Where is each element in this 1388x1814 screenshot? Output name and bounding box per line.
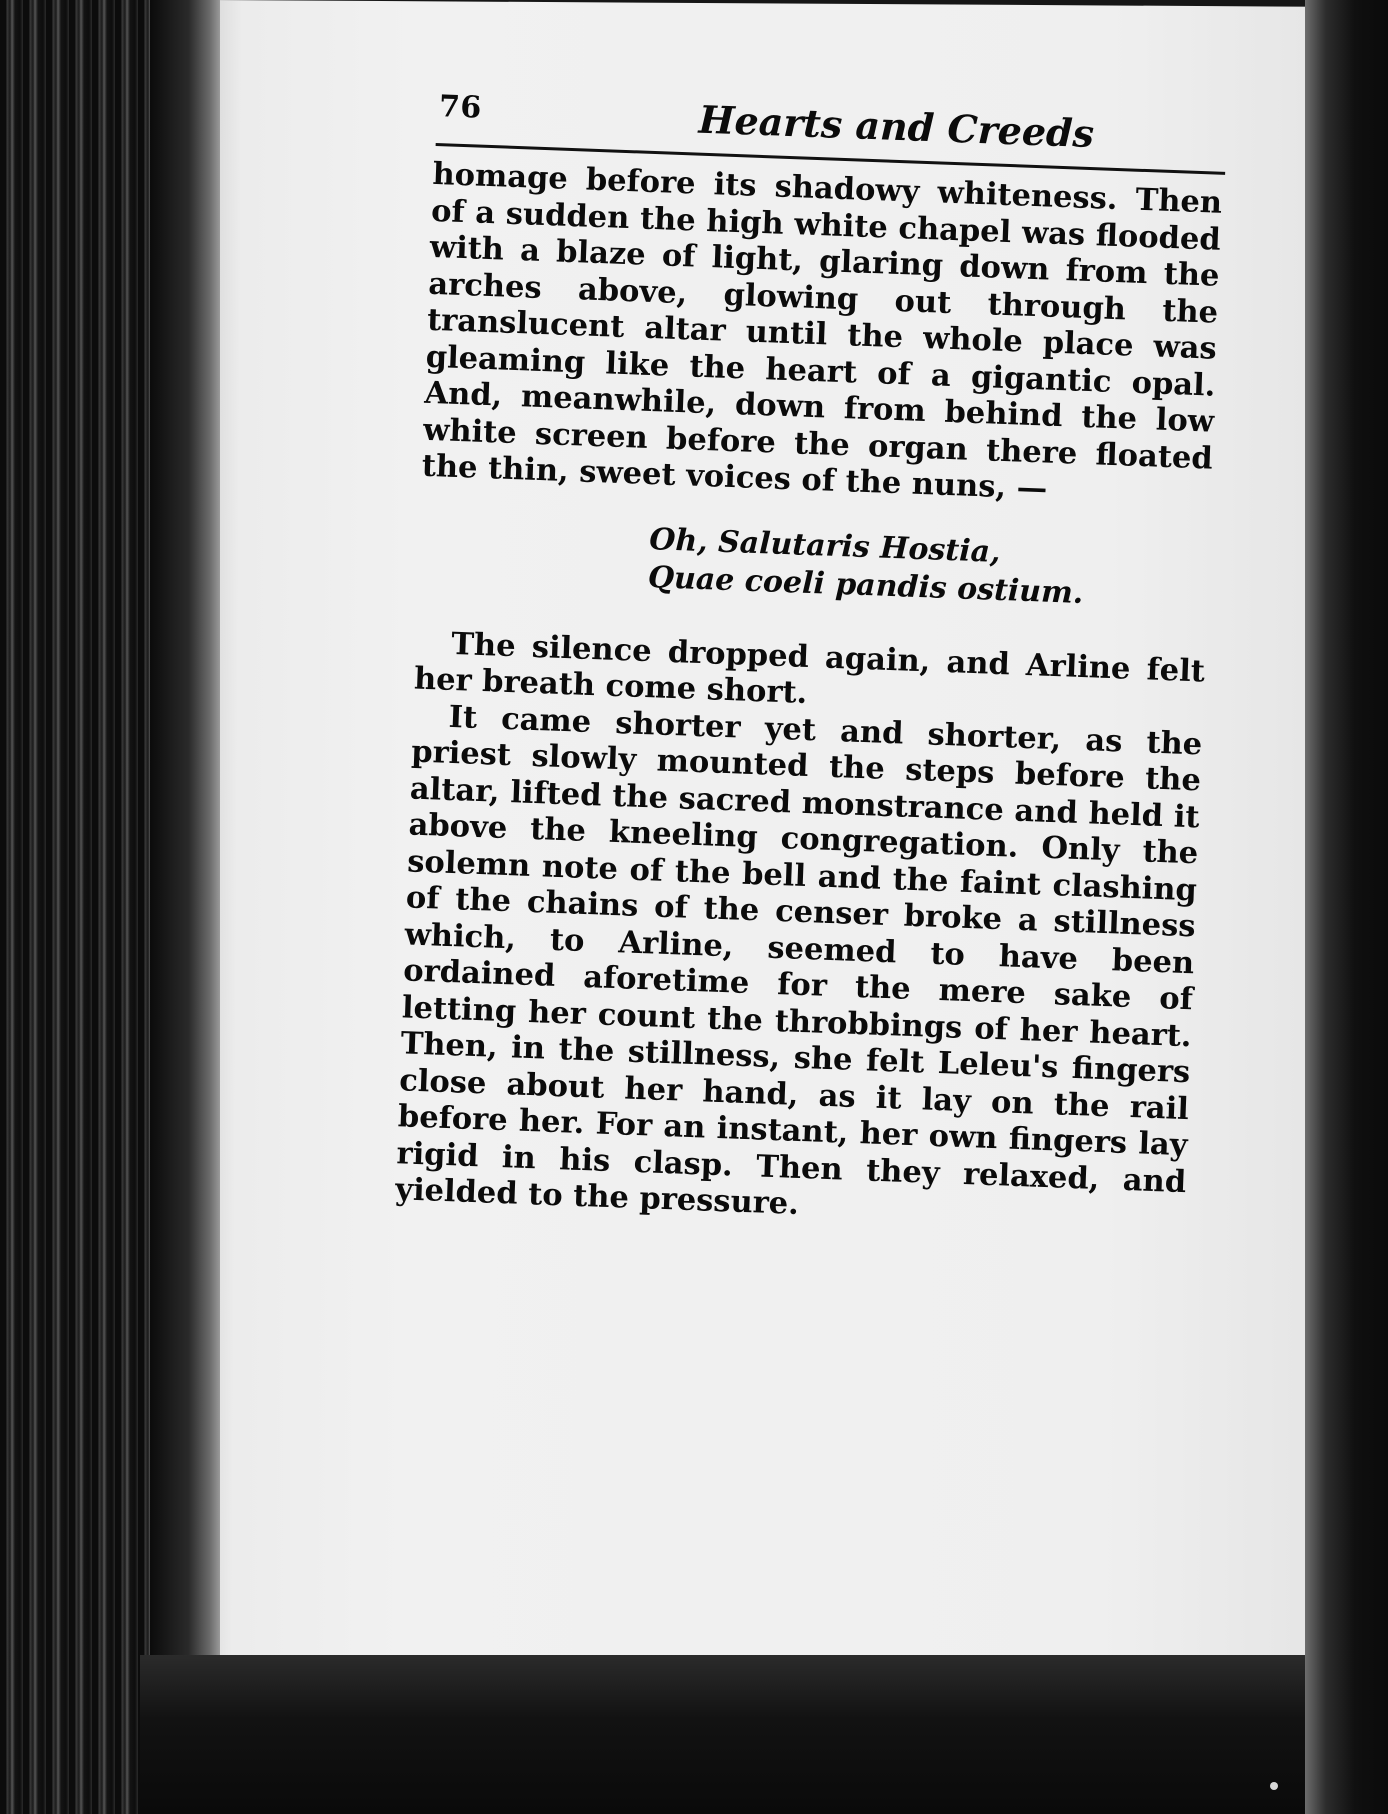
book-title: Hearts and Creeds (697, 96, 1095, 157)
facing-page-edge (1305, 0, 1388, 1814)
paragraph: homage before its shadowy whiteness. Then of a sudden the high white chapel was flooded with a blaze of light, glaring down from the arches above, glowing out through the translucent altar until the whole place was gleaming like the heart of a gigantic opal. And, meanwhile, down from behind the low white screen before the organ there floated the thin, sweet voices of the nuns, — (421, 155, 1223, 507)
paragraph: It came shorter yet and shorter, as the priest slowly mounted the steps before the altar, lifted the sacred monstrance and held it above the kneeling congregation. Only the solemn note of the bell and the faint clashing of the chains of the censer broke a stillness which, to Arline, seemed to have been ordained aforetime for the mere sake of letting her count the throbbings of her heart. Then, in the stillness, she felt Leleu's fingers close about her hand, as it lay on the rail before her. For an instant, her own fingers lay rigid in his clasp. Then they relaxed, and yielded to the pressure. (394, 698, 1203, 1222)
body-text (395, 156, 1223, 1237)
page-content (369, 80, 1230, 1237)
gutter-shadow (150, 0, 220, 1814)
page-number: 76 (438, 89, 483, 126)
dust-speck (1270, 1782, 1278, 1790)
latin-verse (647, 521, 1209, 617)
page-bottom-shadow (140, 1655, 1340, 1814)
paragraph: The silence dropped again, and Arline felt her breath come short. (413, 625, 1206, 711)
verse-line: Quae coeli pandis ostium. (647, 559, 1084, 611)
verse-line: Oh, Salutaris Hostia, (648, 521, 1002, 570)
